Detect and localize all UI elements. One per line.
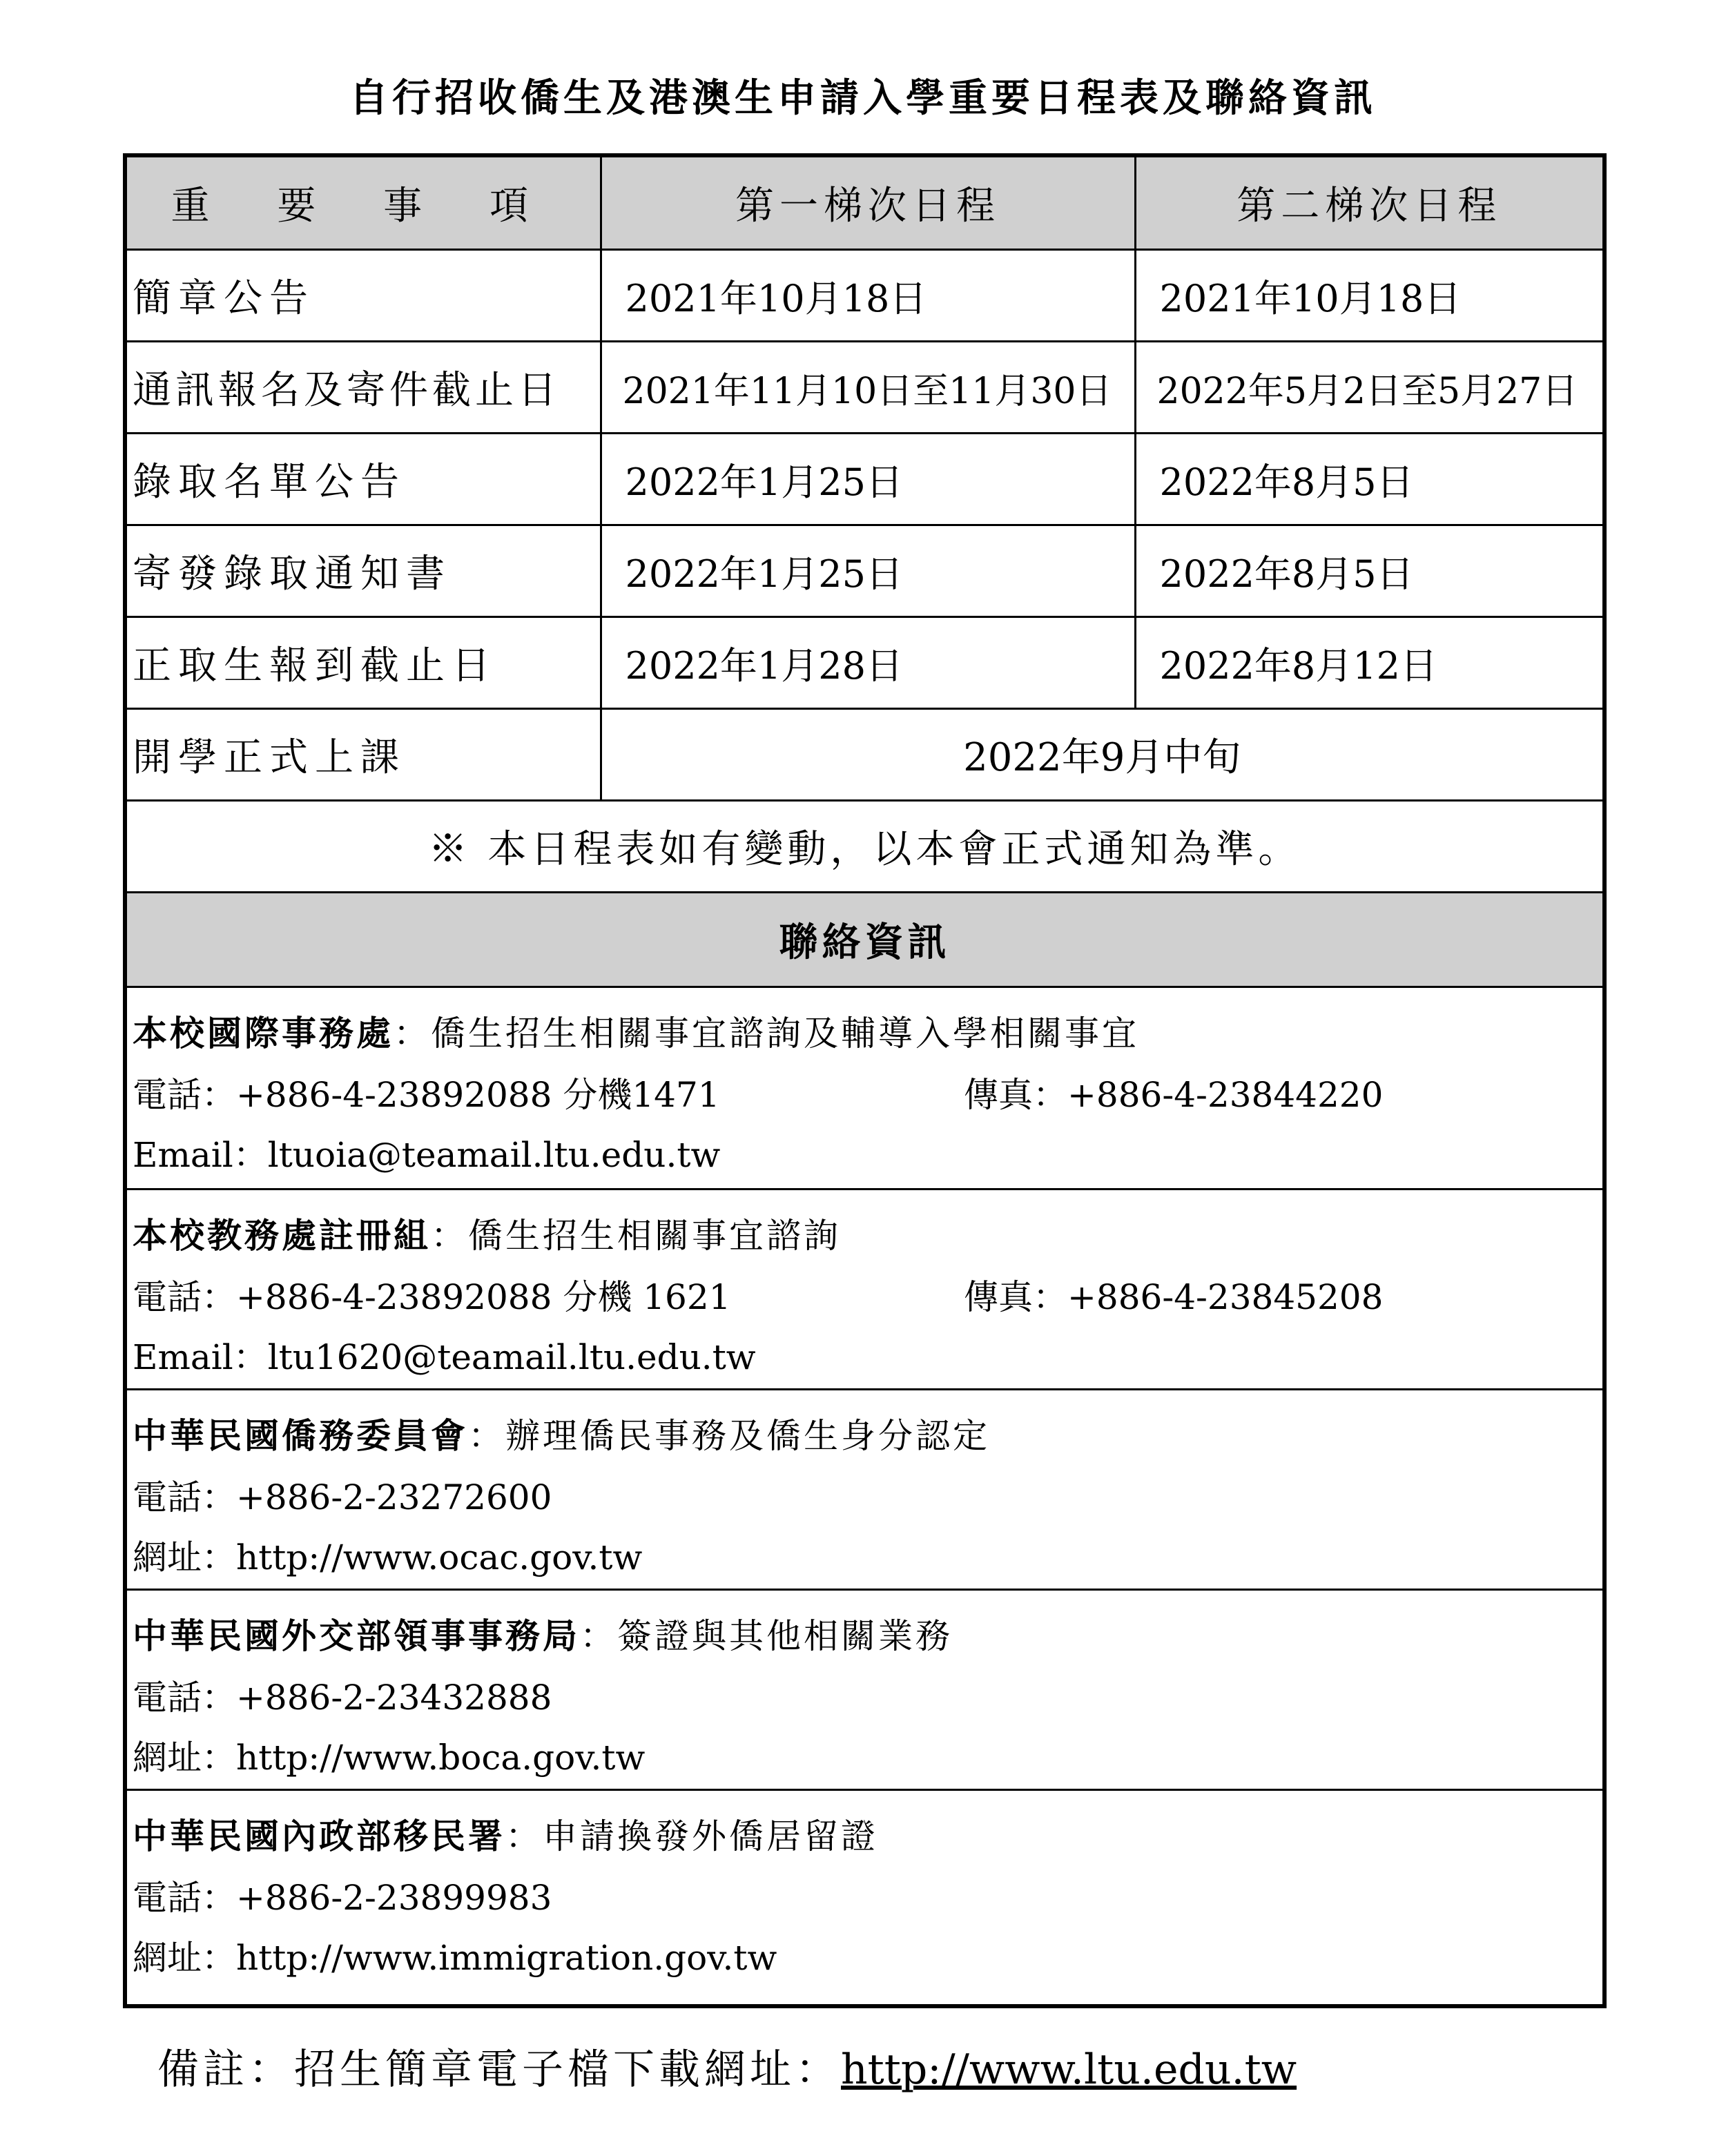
row-item: 正取生報到截止日 [127, 617, 601, 709]
header-first-round: 第一梯次日程 [601, 157, 1135, 250]
row-first-date: 2022年1月25日 [601, 525, 1135, 617]
schedule-frame [123, 153, 1607, 2008]
row-item: 通訊報名及寄件截止日 [127, 342, 601, 434]
contact-block [127, 988, 1602, 1188]
schedule-note: ※ 本日程表如有變動，以本會正式通知為準。 [127, 801, 1602, 893]
contact-email[interactable]: Email：ltu1620@teamail.ltu.edu.tw [133, 1337, 756, 1377]
contact-phone: 電話：+886-2-23272600 [133, 1477, 552, 1517]
contact-title [133, 1006, 1139, 1056]
footer-label: 備註：招生簡章電子檔下載網址： [157, 2046, 841, 2094]
row-item: 簡章公告 [127, 250, 601, 342]
table-header-row [127, 157, 1602, 250]
contact-phone: 電話：+886-4-23892088 分機 1621 [133, 1277, 731, 1317]
table-row [127, 525, 1602, 617]
contact-phone: 電話：+886-4-23892088 分機1471 [133, 1075, 720, 1115]
contact-block [127, 1188, 1602, 1388]
contact-title [133, 1408, 990, 1458]
header-item: 重 要 事 項 [127, 157, 601, 250]
row-first-date: 2021年10月18日 [601, 250, 1135, 342]
contact-header-row [127, 893, 1602, 987]
schedule-table [127, 157, 1602, 988]
opening-date: 2022年9月中旬 [601, 709, 1602, 801]
contact-desc: ：申請換發外僑居留證 [505, 1816, 878, 1856]
contact-website[interactable]: 網址：http://www.ocac.gov.tw [133, 1537, 643, 1577]
row-item: 寄發錄取通知書 [127, 525, 601, 617]
row-second-date: 2022年8月5日 [1135, 525, 1602, 617]
download-link[interactable]: http://www.ltu.edu.tw [841, 2046, 1297, 2094]
row-second-date: 2021年10月18日 [1135, 250, 1602, 342]
contact-phone: 電話：+886-2-23899983 [133, 1878, 552, 1918]
contact-org: 中華民國僑務委員會 [133, 1415, 468, 1456]
header-second-round: 第二梯次日程 [1135, 157, 1602, 250]
row-first-date: 2022年1月25日 [601, 434, 1135, 525]
row-second-date: 2022年8月5日 [1135, 434, 1602, 525]
contact-block [127, 1589, 1602, 1789]
row-first-date: 2021年11月10日至11月30日 [601, 342, 1135, 434]
contact-title [133, 1809, 878, 1858]
page-title: 自行招收僑生及港澳生申請入學重要日程表及聯絡資訊 [349, 75, 1377, 121]
contact-phone: 電話：+886-2-23432888 [133, 1678, 552, 1718]
contact-block [127, 1388, 1602, 1589]
table-row [127, 434, 1602, 525]
contact-fax: 傳真：+886-4-23845208 [964, 1277, 1384, 1317]
contact-org: 本校教務處註冊組 [133, 1215, 431, 1256]
contact-fax: 傳真：+886-4-23844220 [964, 1075, 1384, 1115]
contact-desc: ：僑生招生相關事宜諮詢 [431, 1216, 841, 1256]
table-row [127, 709, 1602, 801]
contact-title [133, 1609, 953, 1658]
contact-website[interactable]: 網址：http://www.immigration.gov.tw [133, 1938, 777, 1978]
contact-email[interactable]: Email：ltuoia@teamail.ltu.edu.tw [133, 1135, 721, 1175]
row-item-opening: 開學正式上課 [127, 709, 601, 801]
row-second-date: 2022年5月2日至5月27日 [1135, 342, 1602, 434]
contact-website[interactable]: 網址：http://www.boca.gov.tw [133, 1738, 646, 1778]
table-row [127, 342, 1602, 434]
note-row [127, 801, 1602, 893]
contact-org: 中華民國外交部領事事務局 [133, 1615, 580, 1656]
contact-desc: ：辦理僑民事務及僑生身分認定 [468, 1416, 990, 1456]
contact-desc: ：簽證與其他相關業務 [580, 1616, 953, 1656]
row-first-date: 2022年1月28日 [601, 617, 1135, 709]
contact-block [127, 1789, 1602, 1989]
row-second-date: 2022年8月12日 [1135, 617, 1602, 709]
contact-title [133, 1208, 841, 1258]
footer-note [157, 2037, 1297, 2096]
table-row [127, 250, 1602, 342]
row-item: 錄取名單公告 [127, 434, 601, 525]
contact-desc: ：僑生招生相關事宜諮詢及輔導入學相關事宜 [394, 1013, 1139, 1053]
contact-header: 聯絡資訊 [127, 893, 1602, 987]
table-row [127, 617, 1602, 709]
contact-org: 中華民國內政部移民署 [133, 1816, 505, 1856]
contact-org: 本校國際事務處 [133, 1013, 394, 1053]
